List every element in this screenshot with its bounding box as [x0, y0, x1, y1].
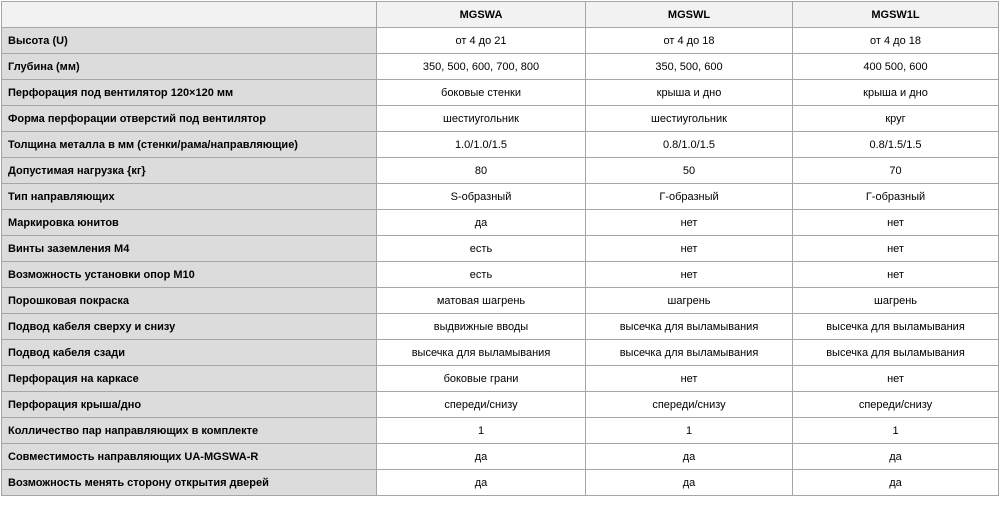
table-row: [2, 184, 999, 210]
row-value-mgsw1l: высечка для выламывания: [793, 340, 999, 366]
row-value-mgswl: шестиугольник: [586, 106, 793, 132]
table-row: [2, 106, 999, 132]
row-label: Подвод кабеля сзади: [2, 340, 377, 366]
table-row: [2, 28, 999, 54]
table-row: [2, 470, 999, 496]
row-value-mgswa: S-образный: [377, 184, 586, 210]
row-value-mgswl: крыша и дно: [586, 80, 793, 106]
table-row: [2, 54, 999, 80]
row-label: Перфорация на каркасе: [2, 366, 377, 392]
row-value-mgswa: есть: [377, 236, 586, 262]
table-header-row: [2, 2, 999, 28]
row-value-mgsw1l: высечка для выламывания: [793, 314, 999, 340]
row-value-mgswa: выдвижные вводы: [377, 314, 586, 340]
row-value-mgswl: высечка для выламывания: [586, 314, 793, 340]
row-value-mgsw1l: нет: [793, 366, 999, 392]
table-row: [2, 444, 999, 470]
row-value-mgsw1l: от 4 до 18: [793, 28, 999, 54]
row-value-mgswl: да: [586, 470, 793, 496]
row-value-mgsw1l: 1: [793, 418, 999, 444]
row-value-mgswa: боковые стенки: [377, 80, 586, 106]
row-label: Толщина металла в мм (стенки/рама/направляющие): [2, 132, 377, 158]
row-value-mgswl: нет: [586, 236, 793, 262]
row-value-mgswl: шагрень: [586, 288, 793, 314]
row-label: Возможность менять сторону открытия дверей: [2, 470, 377, 496]
table-row: [2, 392, 999, 418]
table-row: [2, 314, 999, 340]
row-value-mgswl: 50: [586, 158, 793, 184]
row-value-mgswa: 1.0/1.0/1.5: [377, 132, 586, 158]
table-row: [2, 132, 999, 158]
row-value-mgswa: спереди/снизу: [377, 392, 586, 418]
row-label: Колличество пар направляющих в комплекте: [2, 418, 377, 444]
row-value-mgswl: Г-образный: [586, 184, 793, 210]
row-value-mgswa: матовая шагрень: [377, 288, 586, 314]
row-value-mgsw1l: да: [793, 444, 999, 470]
table-row: [2, 236, 999, 262]
table-row: [2, 366, 999, 392]
row-label: Маркировка юнитов: [2, 210, 377, 236]
row-value-mgswa: шестиугольник: [377, 106, 586, 132]
row-label: Винты заземления М4: [2, 236, 377, 262]
row-value-mgsw1l: нет: [793, 262, 999, 288]
model-header-mgswl: MGSWL: [586, 2, 793, 28]
row-value-mgsw1l: круг: [793, 106, 999, 132]
row-value-mgsw1l: 400 500, 600: [793, 54, 999, 80]
table-row: [2, 262, 999, 288]
row-value-mgswa: есть: [377, 262, 586, 288]
row-value-mgsw1l: шагрень: [793, 288, 999, 314]
table-row: [2, 418, 999, 444]
row-value-mgsw1l: нет: [793, 236, 999, 262]
table-row: [2, 288, 999, 314]
row-value-mgswl: от 4 до 18: [586, 28, 793, 54]
model-header-mgsw1l: MGSW1L: [793, 2, 999, 28]
row-label: Подвод кабеля сверху и снизу: [2, 314, 377, 340]
spec-comparison-table: [1, 1, 999, 496]
row-value-mgswl: 350, 500, 600: [586, 54, 793, 80]
row-value-mgsw1l: крыша и дно: [793, 80, 999, 106]
table-row: [2, 158, 999, 184]
row-label: Перфорация под вентилятор 120×120 мм: [2, 80, 377, 106]
row-value-mgswa: 80: [377, 158, 586, 184]
row-label: Допустимая нагрузка {кг}: [2, 158, 377, 184]
row-value-mgsw1l: 0.8/1.5/1.5: [793, 132, 999, 158]
row-value-mgswl: да: [586, 444, 793, 470]
table-body: [2, 28, 999, 496]
row-label: Форма перфорации отверстий под вентилятор: [2, 106, 377, 132]
row-label: Порошковая покраска: [2, 288, 377, 314]
row-value-mgswl: нет: [586, 366, 793, 392]
header-blank-cell: [2, 2, 377, 28]
row-value-mgswa: да: [377, 470, 586, 496]
table-row: [2, 80, 999, 106]
row-value-mgsw1l: Г-образный: [793, 184, 999, 210]
row-value-mgswl: высечка для выламывания: [586, 340, 793, 366]
row-value-mgswl: нет: [586, 210, 793, 236]
row-value-mgsw1l: нет: [793, 210, 999, 236]
row-value-mgswl: 0.8/1.0/1.5: [586, 132, 793, 158]
table-row: [2, 210, 999, 236]
row-value-mgswa: высечка для выламывания: [377, 340, 586, 366]
row-value-mgswa: 1: [377, 418, 586, 444]
row-label: Совместимость направляющих UA-MGSWA-R: [2, 444, 377, 470]
row-value-mgsw1l: 70: [793, 158, 999, 184]
row-label: Высота (U): [2, 28, 377, 54]
model-header-mgswa: MGSWA: [377, 2, 586, 28]
row-label: Тип направляющих: [2, 184, 377, 210]
row-value-mgswa: да: [377, 444, 586, 470]
row-value-mgswl: спереди/снизу: [586, 392, 793, 418]
row-value-mgswa: от 4 до 21: [377, 28, 586, 54]
row-label: Возможность установки опор М10: [2, 262, 377, 288]
row-value-mgswa: боковые грани: [377, 366, 586, 392]
row-label: Глубина (мм): [2, 54, 377, 80]
row-label: Перфорация крыша/дно: [2, 392, 377, 418]
row-value-mgsw1l: да: [793, 470, 999, 496]
row-value-mgswa: 350, 500, 600, 700, 800: [377, 54, 586, 80]
table-row: [2, 340, 999, 366]
row-value-mgswa: да: [377, 210, 586, 236]
row-value-mgswl: 1: [586, 418, 793, 444]
row-value-mgswl: нет: [586, 262, 793, 288]
row-value-mgsw1l: спереди/снизу: [793, 392, 999, 418]
